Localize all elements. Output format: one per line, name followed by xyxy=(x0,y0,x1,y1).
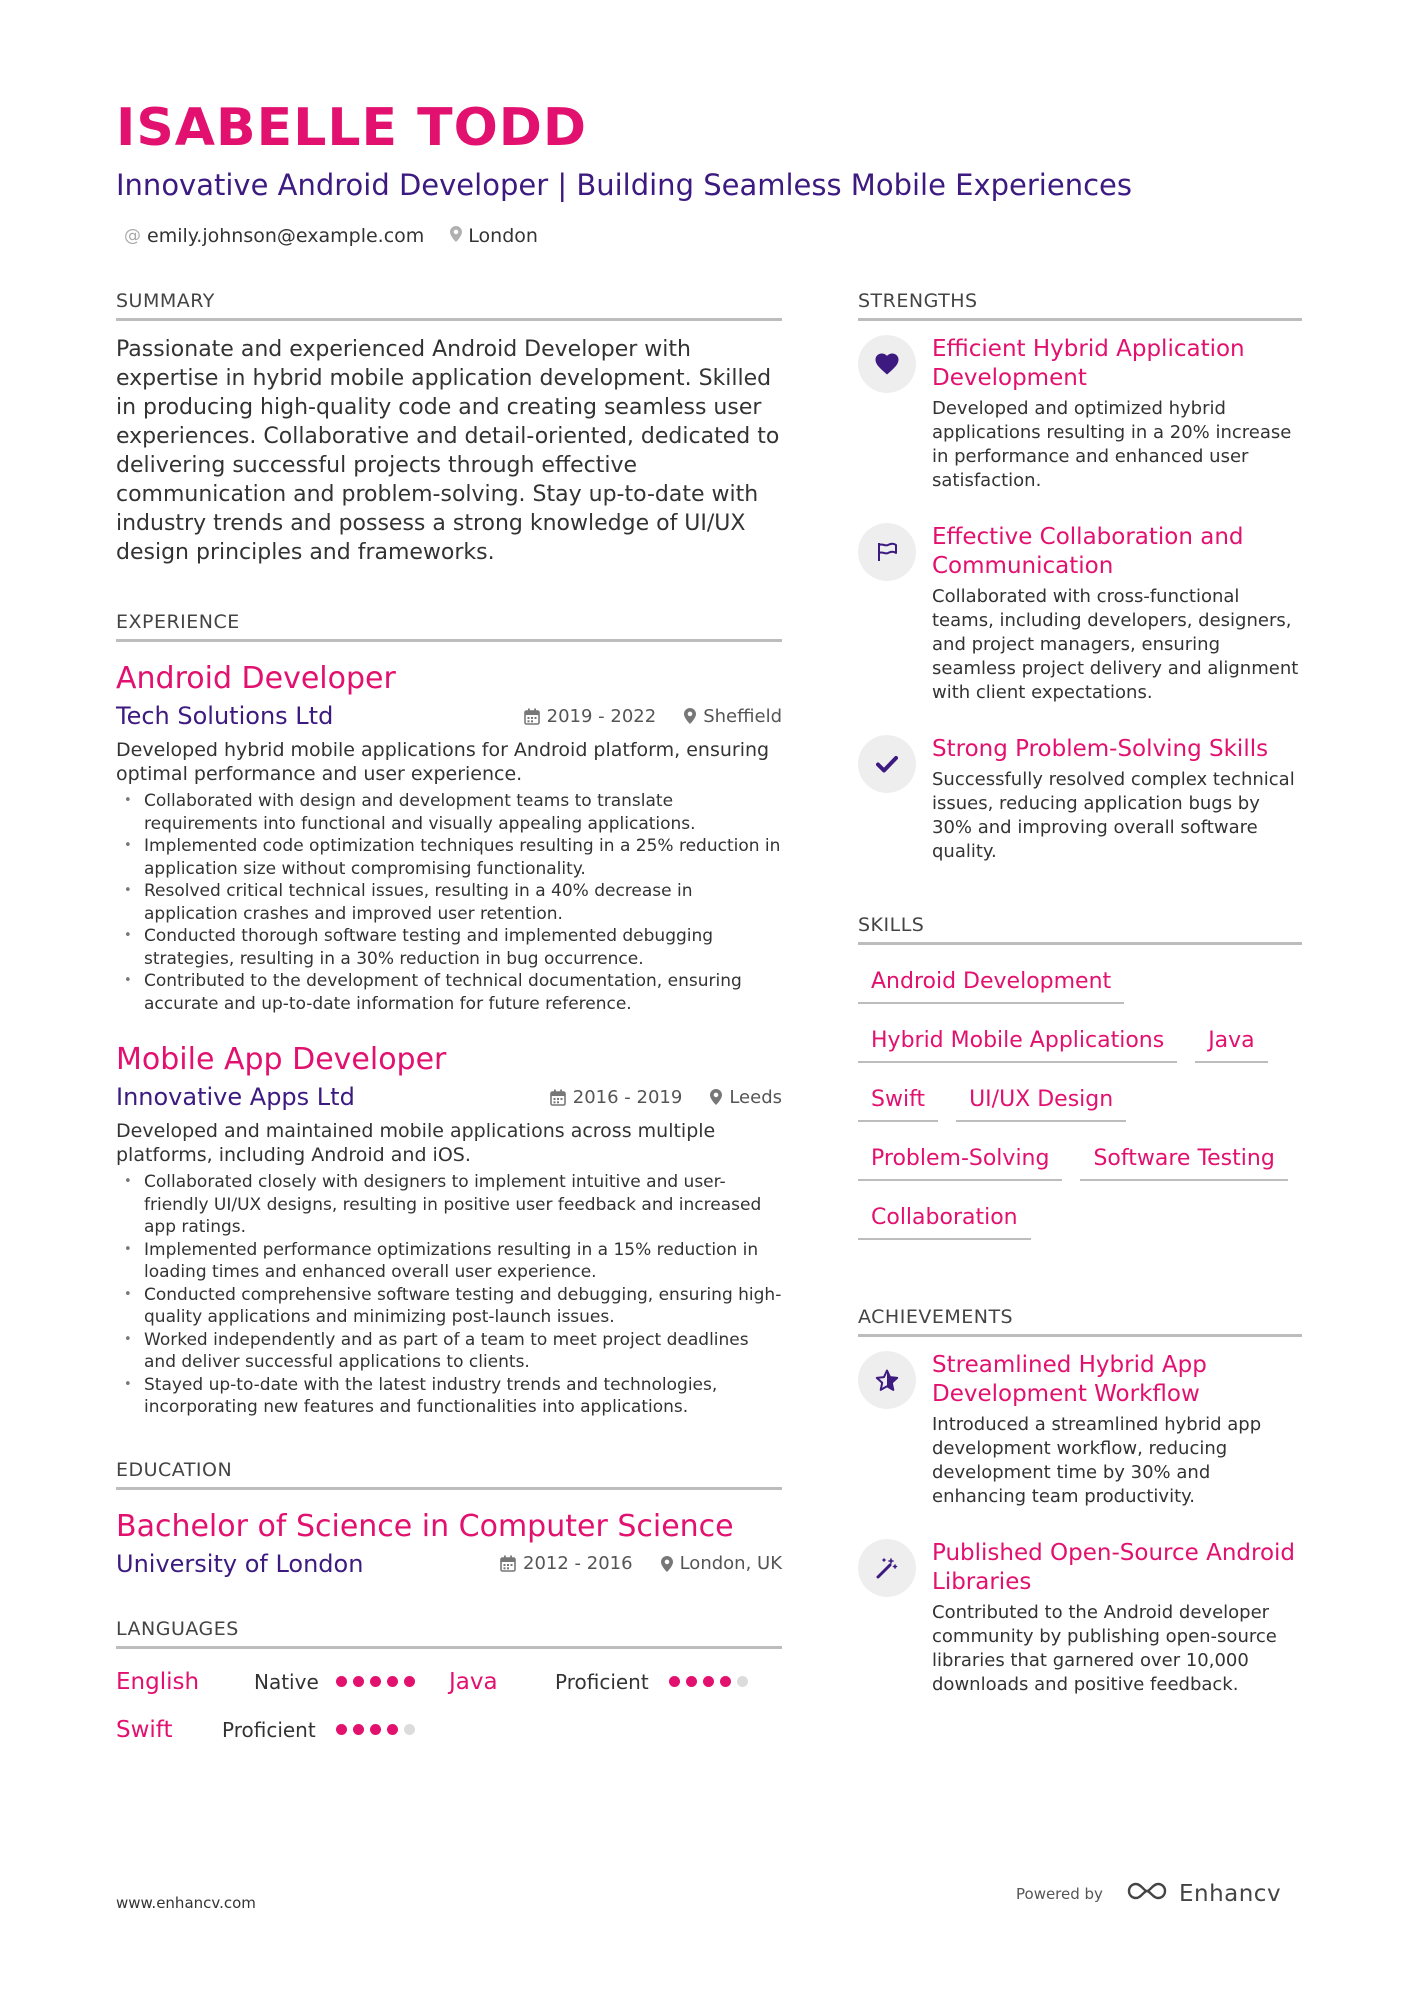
footer-website[interactable]: www.enhancv.com xyxy=(116,1894,256,1912)
achievement-item xyxy=(858,1351,1302,1509)
candidate-tagline: Innovative Android Developer | Building Seamless Mobile Experiences xyxy=(116,168,1132,202)
job-bullet: • Stayed up-to-date with the latest industry trends and technologies, incorporating new features and functionalities into applications. xyxy=(116,1374,782,1419)
rating-dot-filled xyxy=(669,1676,680,1687)
strength-desc: Developed and optimized hybrid applications resulting in a 20% increase in performance and enhanced user satisfaction. xyxy=(932,398,1292,491)
language-level: Proficient xyxy=(555,1669,649,1694)
rating-dot-filled xyxy=(370,1724,381,1735)
job-dates xyxy=(550,1087,683,1108)
achievements-section xyxy=(858,1306,1302,1697)
achievement-desc: Contributed to the Android developer community by publishing open-source libraries that garnered over 10,000 downloads and positive feedback. xyxy=(932,1602,1277,1695)
job-title: Mobile App Developer xyxy=(116,1042,447,1077)
job-bullet: • Implemented performance optimizations resulting in a 15% reduction in loading times and enhanced overall user experience. xyxy=(116,1239,782,1284)
rating-dot-filled xyxy=(686,1676,697,1687)
job-dates-text: 2016 - 2019 xyxy=(572,1086,683,1108)
language-item xyxy=(116,1717,449,1743)
strength-body xyxy=(932,335,1302,493)
job-location-text: Leeds xyxy=(729,1086,782,1108)
achievement-item xyxy=(858,1539,1302,1697)
location-contact xyxy=(450,225,538,247)
job-bullet: • Contributed to the development of technical documentation, ensuring accurate and up-to-date information for future reference. xyxy=(116,970,782,1015)
languages-list xyxy=(116,1669,782,1743)
contact-info xyxy=(124,225,538,247)
strengths-section xyxy=(858,290,1302,864)
language-rating xyxy=(669,1676,748,1687)
left-column xyxy=(116,290,782,1743)
footer-branding xyxy=(1016,1880,1281,1908)
job-location xyxy=(684,706,782,727)
job-description: Developed hybrid mobile applications for Android platform, ensuring optimal performance and user experience. xyxy=(116,739,770,785)
location-pin-icon xyxy=(684,708,696,724)
powered-by-label: Powered by xyxy=(1016,1885,1103,1903)
achievement-title: Streamlined Hybrid App Development Workflow xyxy=(932,1352,1207,1407)
rating-dot-filled xyxy=(720,1676,731,1687)
rating-dot-filled xyxy=(703,1676,714,1687)
skills-list xyxy=(858,963,1302,1240)
job-meta-row xyxy=(116,1083,782,1111)
strength-title: Effective Collaboration and Communication xyxy=(932,524,1244,579)
brand-name: Enhancv xyxy=(1178,1881,1282,1907)
language-item xyxy=(449,1669,782,1695)
rating-dot-filled xyxy=(353,1724,364,1735)
strengths-heading: STRENGTHS xyxy=(858,290,1302,321)
job-bullet: • Conducted thorough software testing and implemented debugging strategies, resulting in a 30% reduction in bug occurrence. xyxy=(116,925,782,970)
rating-dot-filled xyxy=(370,1676,381,1687)
rating-dot-empty xyxy=(737,1676,748,1687)
education-section xyxy=(116,1459,782,1578)
experience-heading: EXPERIENCE xyxy=(116,611,782,642)
rating-dot-empty xyxy=(404,1724,415,1735)
language-rating xyxy=(336,1676,415,1687)
language-name: English xyxy=(116,1668,200,1695)
education-meta-row xyxy=(116,1550,782,1578)
job-entry xyxy=(116,1041,782,1419)
calendar-icon xyxy=(524,708,540,725)
job-bullet: • Worked independently and as part of a team to meet project deadlines and deliver successful applications to clients. xyxy=(116,1329,782,1374)
heart-icon xyxy=(858,335,916,393)
skill-tag: Java xyxy=(1195,1022,1267,1063)
skill-tag: Swift xyxy=(858,1081,938,1122)
summary-heading: SUMMARY xyxy=(116,290,782,321)
magic-wand-icon xyxy=(858,1539,916,1597)
skill-tag: Hybrid Mobile Applications xyxy=(858,1022,1177,1063)
skill-tag: Problem-Solving xyxy=(858,1140,1062,1181)
check-icon xyxy=(858,735,916,793)
rating-dot-filled xyxy=(387,1676,398,1687)
job-bullet: • Collaborated with design and development teams to translate requirements into functional and visually appealing applications. xyxy=(116,790,782,835)
location-pin-icon xyxy=(661,1556,673,1572)
strength-item xyxy=(858,735,1302,864)
summary-section xyxy=(116,290,782,567)
rating-dot-filled xyxy=(336,1676,347,1687)
summary-text: Passionate and experienced Android Developer with expertise in hybrid mobile application development. Skilled in producing high-quality code and creating seamless user experiences. Collaborative and detail-oriented, dedicated to delivering successful projects through effective communication and problem-solving. Stay up-to-date with industry trends and possess a strong knowledge of UI/UX design principles and frameworks. xyxy=(116,337,780,565)
location-pin-icon xyxy=(710,1089,722,1105)
email-text: emily.johnson@example.com xyxy=(147,225,425,247)
job-bullets xyxy=(116,1171,782,1419)
enhancv-logo-icon xyxy=(1125,1880,1169,1908)
job-dates-text: 2019 - 2022 xyxy=(546,705,657,727)
education-dates-text: 2012 - 2016 xyxy=(523,1553,633,1574)
achievements-heading: ACHIEVEMENTS xyxy=(858,1306,1302,1337)
job-location-text: Sheffield xyxy=(703,705,782,727)
languages-heading: LANGUAGES xyxy=(116,1618,782,1649)
right-column xyxy=(858,290,1302,1697)
job-meta-row xyxy=(116,702,782,730)
language-level: Proficient xyxy=(222,1717,316,1742)
job-entry xyxy=(116,660,782,1015)
company-name: Tech Solutions Ltd xyxy=(116,702,334,730)
education-dates xyxy=(500,1553,633,1574)
education-location-text: London, UK xyxy=(679,1553,782,1574)
job-meta xyxy=(524,706,782,727)
calendar-icon xyxy=(550,1089,566,1106)
job-title: Android Developer xyxy=(116,661,396,696)
job-bullet: • Implemented code optimization techniques resulting in a 25% reduction in application size without compromising functionality. xyxy=(116,835,782,880)
email-contact[interactable] xyxy=(124,225,424,247)
strength-title: Efficient Hybrid Application Development xyxy=(932,336,1245,391)
calendar-icon xyxy=(500,1555,516,1572)
rating-dot-filled xyxy=(404,1676,415,1687)
language-level: Native xyxy=(254,1669,319,1694)
skills-heading: SKILLS xyxy=(858,914,1302,945)
at-icon: @ xyxy=(124,226,141,246)
rating-dot-filled xyxy=(353,1676,364,1687)
rating-dot-filled xyxy=(387,1724,398,1735)
school-name: University of London xyxy=(116,1549,364,1578)
skills-section xyxy=(858,914,1302,1240)
achievement-body xyxy=(932,1539,1302,1697)
location-pin-icon xyxy=(450,226,462,247)
rating-dot-filled xyxy=(336,1724,347,1735)
job-bullets xyxy=(116,790,782,1015)
strength-desc: Collaborated with cross-functional teams, including developers, designers, and project managers, ensuring seamless project delivery and alignment with client expectations. xyxy=(932,586,1299,703)
strength-title: Strong Problem-Solving Skills xyxy=(932,736,1269,762)
skill-tag: UI/UX Design xyxy=(956,1081,1126,1122)
languages-section xyxy=(116,1618,782,1743)
job-dates xyxy=(524,706,657,727)
experience-section xyxy=(116,611,782,1419)
language-rating xyxy=(336,1724,415,1735)
education-heading: EDUCATION xyxy=(116,1459,782,1490)
language-name: Swift xyxy=(116,1716,173,1743)
strength-body xyxy=(932,523,1302,705)
achievement-title: Published Open-Source Android Libraries xyxy=(932,1540,1296,1595)
job-bullet: • Resolved critical technical issues, resulting in a 40% decrease in application crashes and improved user retention. xyxy=(116,880,782,925)
job-description: Developed and maintained mobile applications across multiple platforms, including Android and iOS. xyxy=(116,1120,716,1166)
job-bullet: • Conducted comprehensive software testing and debugging, ensuring high-quality applications and minimizing post-launch issues. xyxy=(116,1284,782,1329)
education-meta xyxy=(500,1553,782,1574)
job-meta xyxy=(550,1087,782,1108)
language-item xyxy=(116,1669,449,1695)
achievement-body xyxy=(932,1351,1302,1509)
skill-tag: Software Testing xyxy=(1080,1140,1287,1181)
degree-title: Bachelor of Science in Computer Science xyxy=(116,1508,734,1544)
star-icon xyxy=(858,1351,916,1409)
candidate-name: ISABELLE TODD xyxy=(116,98,588,158)
job-location xyxy=(710,1087,782,1108)
strength-desc: Successfully resolved complex technical issues, reducing application bugs by 30% and improving overall software quality. xyxy=(932,769,1295,862)
skill-tag: Collaboration xyxy=(858,1199,1031,1240)
language-name: Java xyxy=(449,1668,498,1695)
company-name: Innovative Apps Ltd xyxy=(116,1083,355,1111)
strength-item xyxy=(858,523,1302,705)
achievement-desc: Introduced a streamlined hybrid app development workflow, reducing development time by 30% and enhancing team productivity. xyxy=(932,1414,1262,1507)
location-text: London xyxy=(468,225,538,247)
strength-body xyxy=(932,735,1302,864)
education-location xyxy=(661,1553,782,1574)
strength-item xyxy=(858,335,1302,493)
brand-logo[interactable] xyxy=(1125,1880,1281,1908)
job-bullet: • Collaborated closely with designers to implement intuitive and user-friendly UI/UX designs, resulting in positive user feedback and increased app ratings. xyxy=(116,1171,782,1239)
skill-tag: Android Development xyxy=(858,963,1124,1004)
flag-icon xyxy=(858,523,916,581)
